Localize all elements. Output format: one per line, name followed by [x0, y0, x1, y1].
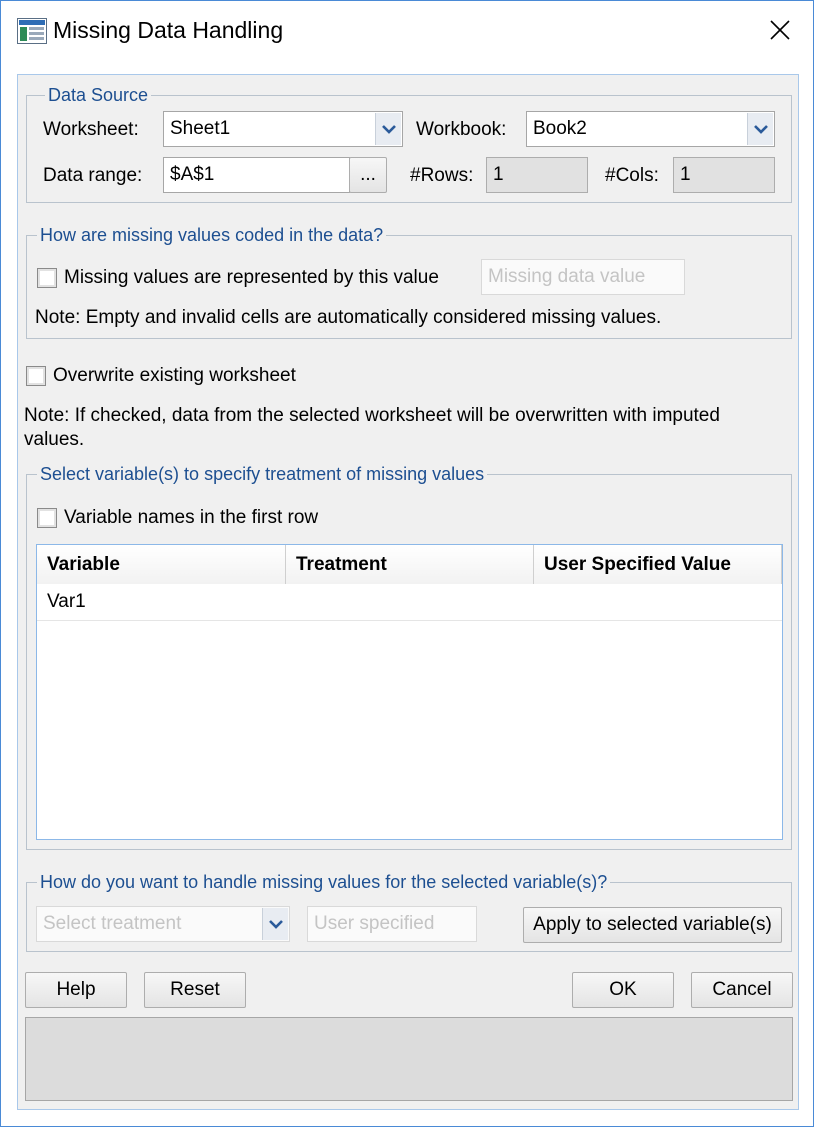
table-row[interactable] [37, 584, 782, 621]
worksheet-dropdown-arrow[interactable] [375, 113, 401, 145]
workbook-value: Book2 [533, 118, 587, 139]
data-range-input[interactable]: $A$1 [163, 157, 350, 193]
data-range-browse-button[interactable]: ... [349, 157, 387, 193]
cols-field: 1 [673, 157, 775, 193]
handling-legend: How do you want to handle missing values for the selected variable(s)? [37, 871, 610, 893]
cell-variable: Var1 [47, 591, 86, 612]
chevron-down-icon [754, 125, 768, 134]
missing-coding-note: Note: Empty and invalid cells are automatically considered missing values. [35, 307, 662, 328]
ok-button[interactable]: OK [572, 972, 674, 1008]
workbook-label: Workbook: [416, 119, 507, 140]
data-range-label: Data range: [43, 165, 143, 186]
missing-data-value-input[interactable] [481, 259, 685, 295]
treatment-dropdown[interactable] [36, 906, 290, 942]
close-button[interactable] [758, 7, 802, 53]
table-header [37, 545, 782, 584]
missing-coding-group [26, 225, 792, 339]
cancel-button[interactable]: Cancel [691, 972, 793, 1008]
reset-button[interactable]: Reset [144, 972, 246, 1008]
chevron-down-icon [269, 920, 283, 929]
variables-group [26, 464, 792, 850]
treatment-placeholder: Select treatment [43, 913, 182, 934]
overwrite-note-line2: values. [24, 429, 85, 450]
treatment-dropdown-arrow[interactable] [262, 908, 288, 940]
data-source-group [26, 85, 792, 203]
workbook-dropdown[interactable] [526, 111, 775, 147]
worksheet-value: Sheet1 [170, 118, 231, 139]
missing-value-checkbox-label: Missing values are represented by this value [64, 267, 439, 288]
cols-label: #Cols: [605, 165, 659, 186]
missing-data-value-placeholder: Missing data value [488, 266, 646, 287]
variables-table[interactable] [36, 544, 783, 840]
user-specified-placeholder: User specified [314, 913, 435, 934]
first-row-names-label: Variable names in the first row [64, 507, 319, 528]
cell-treatment[interactable] [286, 584, 534, 620]
help-button[interactable]: Help [25, 972, 127, 1008]
overwrite-checkbox-label: Overwrite existing worksheet [53, 365, 296, 386]
dialog-client-area [17, 74, 799, 1110]
missing-coding-legend: How are missing values coded in the data? [37, 224, 386, 246]
overwrite-checkbox[interactable] [26, 366, 46, 386]
handling-group [26, 872, 792, 952]
spreadsheet-app-icon [17, 18, 47, 44]
window-title: Missing Data Handling [53, 17, 284, 43]
data-source-legend: Data Source [45, 84, 151, 106]
column-header-variable[interactable]: Variable [37, 545, 286, 584]
rows-field: 1 [486, 157, 588, 193]
overwrite-note-line1: Note: If checked, data from the selected worksheet will be overwritten with imputed [24, 405, 720, 426]
column-header-treatment[interactable]: Treatment [286, 545, 534, 584]
close-icon [769, 19, 791, 41]
status-message-area [25, 1017, 793, 1101]
cell-user-value[interactable] [534, 584, 782, 620]
column-header-user-value[interactable]: User Specified Value [534, 545, 782, 584]
apply-to-selected-button[interactable]: Apply to selected variable(s) [523, 907, 782, 943]
worksheet-label: Worksheet: [43, 119, 139, 140]
title-bar [1, 1, 813, 59]
user-specified-input[interactable] [307, 906, 477, 942]
chevron-down-icon [382, 125, 396, 134]
worksheet-dropdown[interactable] [163, 111, 403, 147]
first-row-names-checkbox[interactable] [37, 508, 57, 528]
missing-value-checkbox[interactable] [37, 268, 57, 288]
rows-label: #Rows: [410, 165, 474, 186]
variables-legend: Select variable(s) to specify treatment of missing values [37, 463, 487, 485]
workbook-dropdown-arrow[interactable] [747, 113, 773, 145]
